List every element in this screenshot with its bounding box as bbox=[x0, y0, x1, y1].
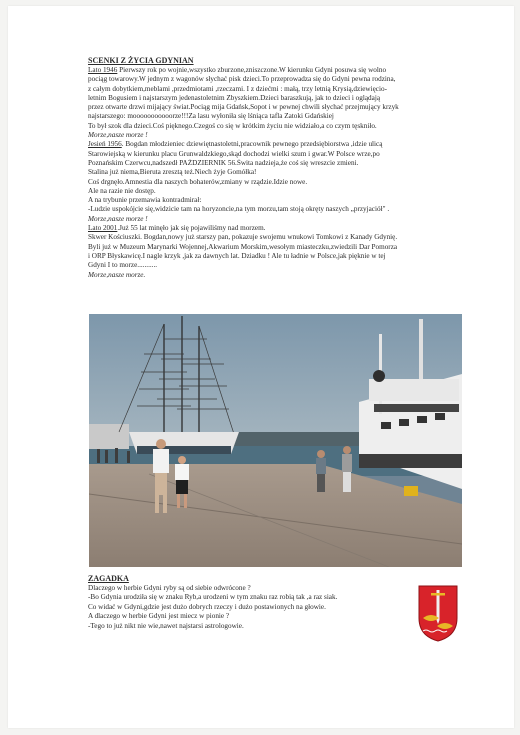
story-text: Skwer Kościuszki. Bogdan,nowy już starszy pan, pokazuje swojemu wnukowi Tomkowi z Kanady Gdynię. bbox=[88, 233, 398, 242]
riddle-line: Dlaczego w herbie Gdyni ryby są od siebie odwrócone ? bbox=[88, 584, 251, 592]
story-text: letnim Bogusiem i najstarszym jedenastoletnim Zbyszkiem.Dzieci baraszkują, jak to dzieci i oglądają bbox=[88, 93, 381, 102]
story-text: Morze,nasze morze. bbox=[88, 270, 146, 279]
story-line bbox=[88, 103, 468, 112]
story-line bbox=[88, 178, 468, 187]
story-text: Gdyni I to morze........... bbox=[88, 261, 158, 270]
story-date: Jesień 1956 bbox=[88, 140, 122, 149]
story-line bbox=[88, 168, 468, 177]
riddle-line: A dlaczego w herbie Gdyni jest miecz w pionie ? bbox=[88, 612, 230, 621]
story-line bbox=[88, 140, 468, 149]
story-text: przez otwarte drzwi mijający świat.Pociąg mija Gdańsk,Sopot i w pewnej chwili słychać przejmujący krzyk bbox=[88, 103, 399, 112]
story-line bbox=[88, 150, 468, 159]
story-text: Stalina już niema,Bieruta zresztą też.Niech żyje Gomółka! bbox=[88, 168, 257, 177]
story-line bbox=[88, 224, 468, 233]
riddle-title: ZAGADKA bbox=[88, 574, 129, 583]
story-section bbox=[88, 56, 468, 280]
story-line bbox=[88, 196, 468, 205]
story-line bbox=[88, 159, 468, 168]
harbor-photo bbox=[89, 314, 462, 567]
story-line bbox=[88, 131, 468, 140]
story-line bbox=[88, 243, 468, 252]
story-date: Lato 1946 bbox=[88, 66, 118, 74]
story-date: Lato 2001 bbox=[88, 224, 118, 233]
story-line bbox=[88, 271, 468, 280]
story-text: Morze,nasze morze ! bbox=[88, 214, 148, 223]
story-line bbox=[88, 75, 468, 84]
story-line bbox=[88, 187, 468, 196]
story-text: Byli już w Muzeum Marynarki Wojennej,Akwarium Morskim,wesołym miasteczku,zwiedzili Dar Pomorza bbox=[88, 242, 398, 251]
story-line bbox=[88, 94, 468, 103]
story-text: . Bogdan młodzieniec dziewiętnastoletni,pracownik pewnego przedsiębiorstwa ,idzie ulicą bbox=[121, 140, 383, 149]
story-text: Poznańskim Czerwcu,nadszedł PAŹDZIERNIK 56.Świta nadzieja,że coś się wreszcie zmieni. bbox=[88, 158, 359, 167]
story-text: -Ludzie uspokójcie się,widzicie tam na horyzoncie,na tym morzu,tam stoją okręty naszych „przyjaciół" . bbox=[88, 205, 390, 214]
story-text: A na trybunie przemawia kontradmirał: bbox=[88, 196, 202, 205]
story-text: z całym dobytkiem,meblami ,przedmiotami ,rzeczami. I z dziećmi : małą, trzy letnią Krysią,dziewięcio- bbox=[88, 84, 387, 93]
story-line bbox=[88, 215, 468, 224]
story-text: .Już 55 lat minęło jak się pojawiliśmy nad morzem. bbox=[117, 224, 266, 233]
story-text: Starowiejską w kierunku placu Grunwaldzkiego,skąd dochodzi wielki szum i gwar.W Polsce wrze,po bbox=[88, 149, 380, 158]
riddle-section bbox=[88, 574, 418, 631]
riddle-line: -Tego to już nikt nie wie,nawet najstarsi astrologowie. bbox=[88, 621, 244, 630]
story-text: najstarszego: mooooooooooorze!!!Za lasu wyłoniła się lśniąca tafla Zatoki Gdańskiej bbox=[88, 112, 334, 121]
story-line bbox=[88, 112, 468, 121]
story-text: Morze,nasze morze ! bbox=[88, 131, 148, 140]
gdynia-coat-of-arms-icon bbox=[417, 584, 459, 642]
story-line bbox=[88, 205, 468, 214]
story-line bbox=[88, 233, 468, 242]
story-line bbox=[88, 66, 468, 75]
story-text: To był szok dla dzieci.Coś pięknego.Czegoś co się w krótkim życiu nie widziało,a co czym tęskniło. bbox=[88, 121, 377, 130]
story-text: Coś drgnęło.Amnestia dla naszych bohaterów,zmiany w rządzie.Idzie nowe. bbox=[88, 177, 308, 186]
story-line bbox=[88, 261, 468, 270]
riddle-line: Co widać w Gdyni,gdzie jest dużo dobrych rzeczy i dużo postawionych na głowie. bbox=[88, 602, 326, 611]
story-line bbox=[88, 252, 468, 261]
story-text: Pierwszy rok po wojnie,wszystko zburzone,zniszczone.W kierunku Gdyni posuwa się wolno bbox=[117, 66, 387, 74]
story-line bbox=[88, 122, 468, 131]
harbor-photo-image bbox=[89, 314, 462, 567]
story-line bbox=[88, 85, 468, 94]
story-text: pociąg towarowy.W jednym z wagonów słychać pisk dzieci.To przeprowadza się do Gdyni pewna rodzina, bbox=[88, 75, 396, 84]
story-text: i ORP Błyskawicę.I nagle krzyk ,jak za dawnych lat. Dziadku ! Ale tu ładnie w Polsce,jak pięknie w tej bbox=[88, 251, 386, 260]
story-body bbox=[88, 66, 468, 280]
story-text: Ale na razie nie dostęp. bbox=[88, 186, 156, 195]
riddle-line: -Bo Gdynia urodziła się w znaku Ryb,a urodzeni w tym znaku raz robią tak ,a raz siak. bbox=[88, 593, 338, 602]
story-title: SCENKI Z ŻYCIA GDYNIAN bbox=[88, 56, 194, 65]
